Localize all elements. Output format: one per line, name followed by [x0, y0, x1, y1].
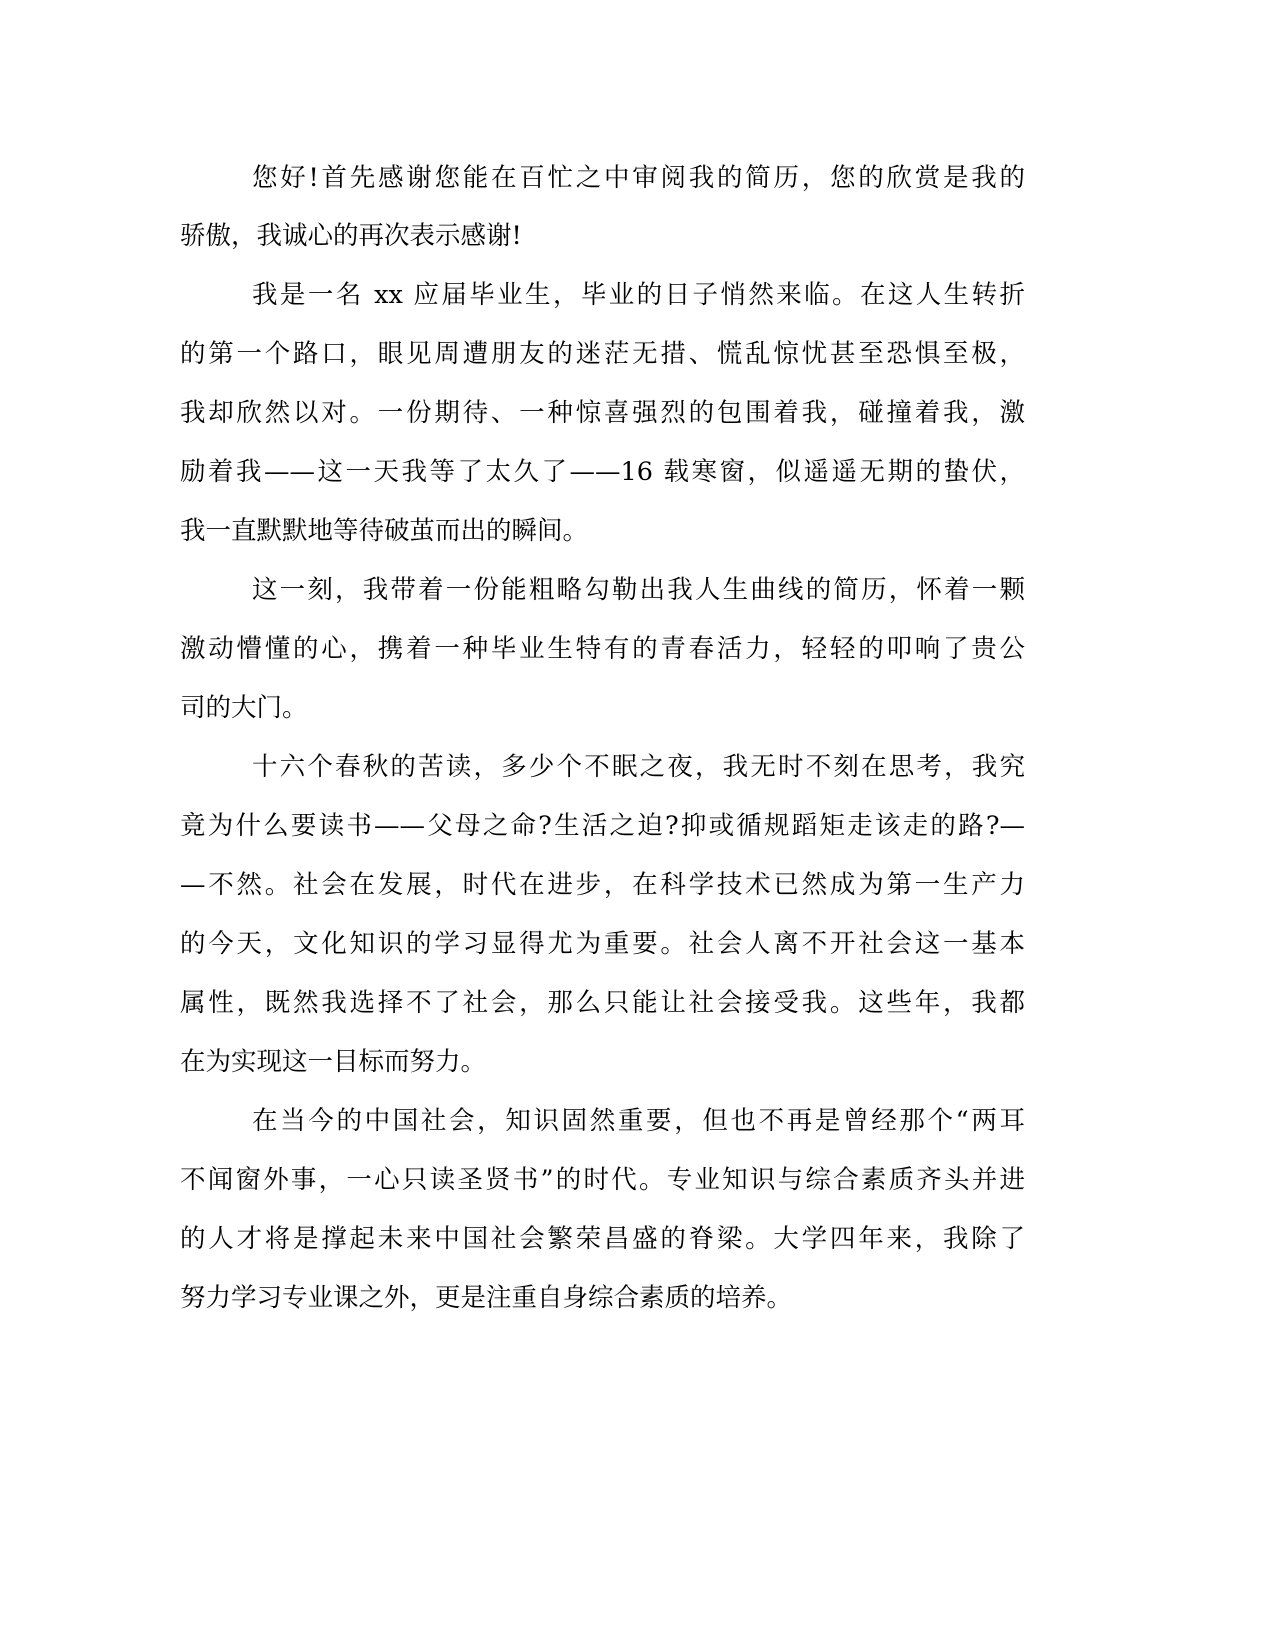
paragraph-2-line-2: 的第一个路口，眼见周遭朋友的迷茫无措、慌乱惊忧甚至恐惧至极，: [180, 339, 1025, 369]
paragraph-5-line-3: 的人才将是撑起未来中国社会繁荣昌盛的脊梁。大学四年来，我除了: [180, 1224, 1025, 1254]
paragraph-2-line-1: 我是一名 xx 应届毕业生，毕业的日子悄然来临。在这人生转折: [252, 280, 1025, 310]
paragraph-4-line-3: —不然。社会在发展，时代在进步，在科学技术已然成为第一生产力: [180, 870, 1025, 900]
paragraph-2-line-4: 励着我——这一天我等了太久了——16 载寒窗，似遥遥无期的蛰伏，: [180, 457, 1025, 487]
paragraph-4-line-1: 十六个春秋的苦读，多少个不眠之夜，我无时不刻在思考，我究: [252, 752, 1025, 782]
paragraph-3-line-2: 激动懵懂的心，携着一种毕业生特有的青春活力，轻轻的叩响了贵公: [180, 634, 1025, 664]
paragraph-5-line-4: 努力学习专业课之外，更是注重自身综合素质的培养。: [180, 1283, 793, 1313]
paragraph-3-line-3: 司的大门。: [180, 693, 308, 723]
paragraph-5-line-1: 在当今的中国社会，知识固然重要，但也不再是曾经那个“两耳: [252, 1106, 1025, 1136]
paragraph-2-line-5: 我一直默默地等待破茧而出的瞬间。: [180, 516, 589, 546]
paragraph-2-line-3: 我却欣然以对。一份期待、一种惊喜强烈的包围着我，碰撞着我，激: [180, 398, 1025, 428]
paragraph-1-line-2: 骄傲，我诚心的再次表示感谢!: [180, 221, 522, 251]
paragraph-4-line-5: 属性，既然我选择不了社会，那么只能让社会接受我。这些年，我都: [180, 988, 1025, 1018]
paragraph-3-line-1: 这一刻，我带着一份能粗略勾勒出我人生曲线的简历，怀着一颗: [252, 575, 1025, 605]
paragraph-4-line-6: 在为实现这一目标而努力。: [180, 1047, 487, 1077]
paragraph-4-line-2: 竟为什么要读书——父母之命?生活之迫?抑或循规蹈矩走该走的路?—: [180, 811, 1025, 841]
paragraph-1-line-1: 您好!首先感谢您能在百忙之中审阅我的简历，您的欣赏是我的: [252, 163, 1025, 193]
paragraph-5-line-2: 不闻窗外事，一心只读圣贤书”的时代。专业知识与综合素质齐头并进: [180, 1165, 1025, 1195]
paragraph-4-line-4: 的今天，文化知识的学习显得尤为重要。社会人离不开社会这一基本: [180, 929, 1025, 959]
